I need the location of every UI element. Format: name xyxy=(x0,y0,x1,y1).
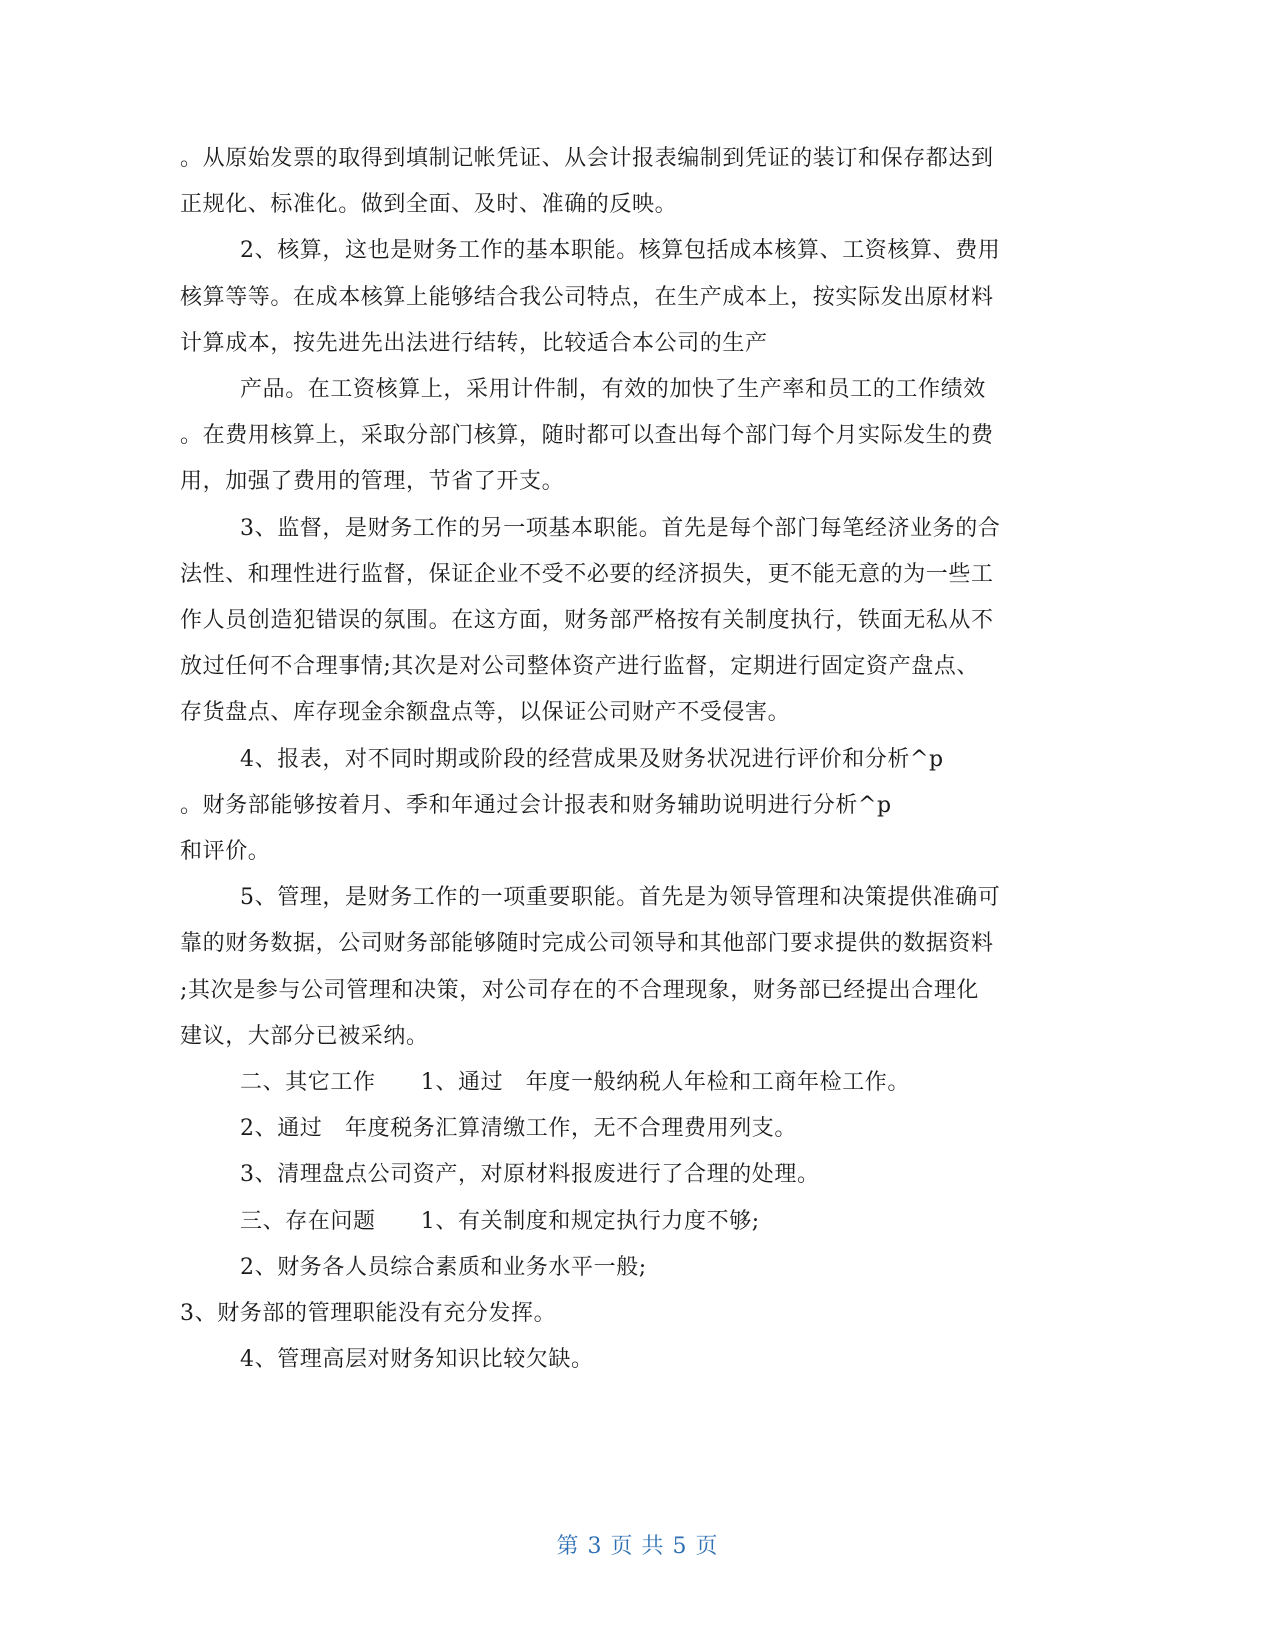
paragraph-line: 正规化、标准化。做到全面、及时、准确的反映。 xyxy=(180,192,678,217)
paragraph-line: 3、监督，是财务工作的另一项基本职能。首先是每个部门每笔经济业务的合 xyxy=(240,516,1001,541)
list-item: 2、通过 年度税务汇算清缴工作，无不合理费用列支。 xyxy=(240,1116,797,1141)
paragraph-line: 。从原始发票的取得到填制记帐凭证、从会计报表编制到凭证的装订和保存都达到 xyxy=(180,146,994,171)
page-number-footer: 第 3 页 共 5 页 xyxy=(556,1534,719,1559)
paragraph-line: 法性、和理性进行监督，保证企业不受不必要的经济损失，更不能无意的为一些工 xyxy=(180,562,994,587)
paragraph-line: 核算等等。在成本核算上能够结合我公司特点，在生产成本上，按实际发出原材料 xyxy=(180,285,994,310)
list-item: 3、财务部的管理职能没有充分发挥。 xyxy=(180,1301,557,1326)
paragraph-line: ;其次是参与公司管理和决策，对公司存在的不合理现象，财务部已经提出合理化 xyxy=(180,978,980,1003)
list-item: 2、财务各人员综合素质和业务水平一般; xyxy=(240,1255,647,1280)
paragraph-line: 4、报表，对不同时期或阶段的经营成果及财务状况进行评价和分析^p xyxy=(240,747,944,772)
paragraph-line: 5、管理，是财务工作的一项重要职能。首先是为领导管理和决策提供准确可 xyxy=(240,885,1001,910)
list-item: 3、清理盘点公司资产，对原材料报废进行了合理的处理。 xyxy=(240,1162,820,1187)
paragraph-line: 靠的财务数据，公司财务部能够随时完成公司领导和其他部门要求提供的数据资料 xyxy=(180,931,994,956)
paragraph-line: 作人员创造犯错误的氛围。在这方面，财务部严格按有关制度执行，铁面无私从不 xyxy=(180,608,994,633)
paragraph-line: 和评价。 xyxy=(180,839,271,864)
list-item: 4、管理高层对财务知识比较欠缺。 xyxy=(240,1347,594,1372)
section-heading-line: 三、存在问题 1、有关制度和规定执行力度不够; xyxy=(240,1209,760,1234)
paragraph-line: 建议，大部分已被采纳。 xyxy=(180,1024,429,1049)
paragraph-line: 计算成本，按先进先出法进行结转，比较适合本公司的生产 xyxy=(180,331,768,356)
paragraph-line: 用，加强了费用的管理，节省了开支。 xyxy=(180,469,565,494)
paragraph-line: 2、核算，这也是财务工作的基本职能。核算包括成本核算、工资核算、费用 xyxy=(240,238,1001,263)
paragraph-line: 产品。在工资核算上，采用计件制，有效的加快了生产率和员工的工作绩效 xyxy=(240,377,986,402)
paragraph-line: 放过任何不合理事情;其次是对公司整体资产进行监督，定期进行固定资产盘点、 xyxy=(180,654,980,679)
paragraph-line: 。在费用核算上，采取分部门核算，随时都可以查出每个部门每个月实际发生的费 xyxy=(180,423,994,448)
paragraph-line: 。财务部能够按着月、季和年通过会计报表和财务辅助说明进行分析^p xyxy=(180,793,892,818)
section-heading-line: 二、其它工作 1、通过 年度一般纳税人年检和工商年检工作。 xyxy=(240,1070,910,1095)
paragraph-line: 存货盘点、库存现金余额盘点等，以保证公司财产不受侵害。 xyxy=(180,700,791,725)
